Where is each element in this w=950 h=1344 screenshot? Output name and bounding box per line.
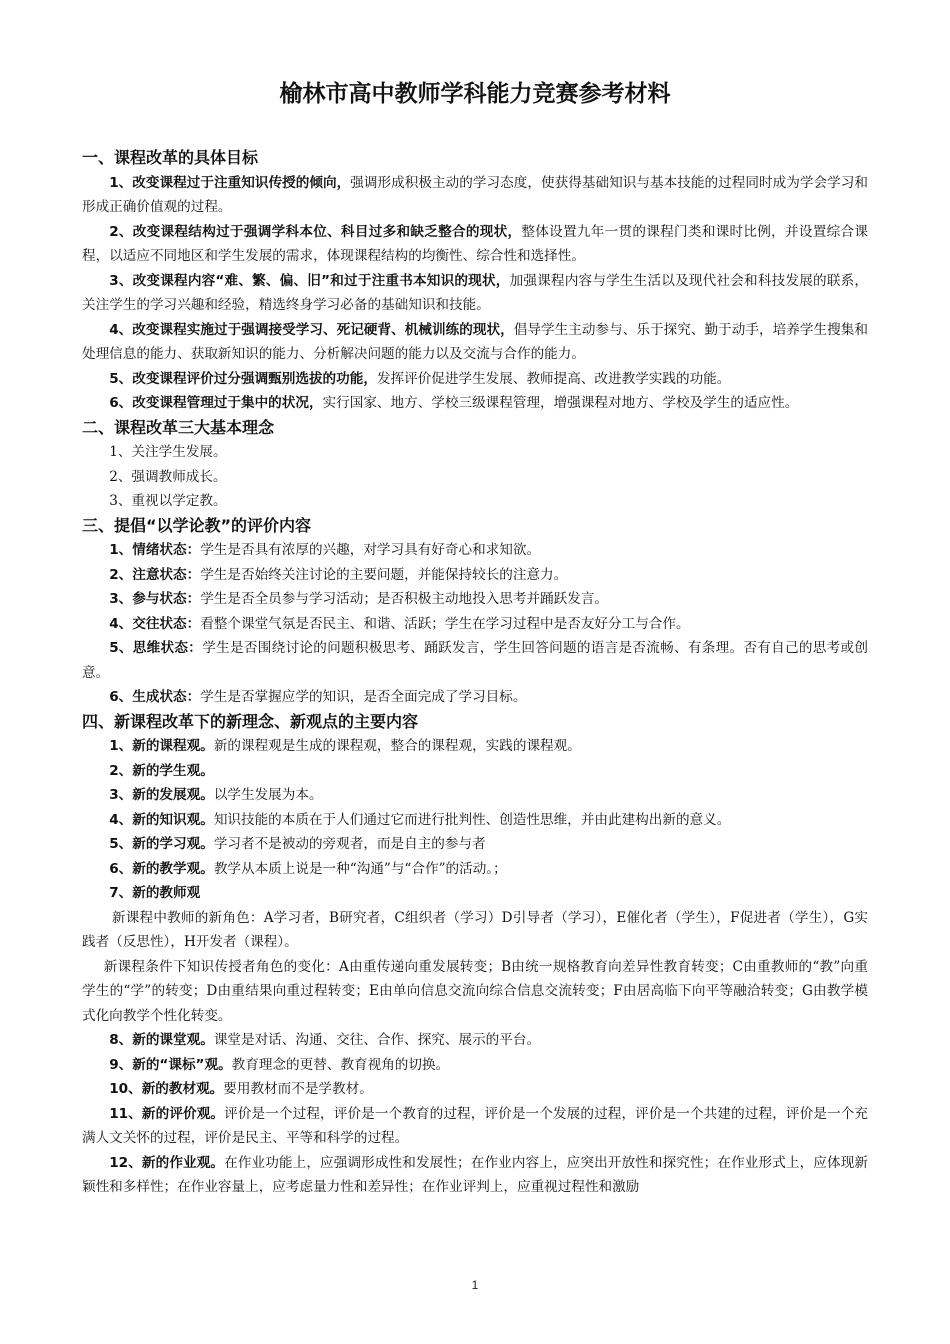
paragraph-lead: 2、改变课程结构过于强调学科本位、科目过多和缺乏整合的现状，: [109, 223, 522, 240]
paragraph: [82, 367, 868, 392]
paragraph-lead: 6、改变课程管理过于集中的状况，: [109, 395, 323, 411]
paragraph-lead: 1、情绪状态：: [109, 542, 201, 558]
paragraph-lead: 5、改变课程评价过分强调甄别选拔的功能，: [109, 370, 377, 387]
paragraph-text: 实行国家、地方、学校三级课程管理，增强课程对地方、学校及学生的适应性。: [322, 395, 799, 411]
paragraph-text: 发挥评价促进学生发展、教师提高、改进教学实践的功能。: [376, 370, 731, 387]
paragraph-text: 新课程中教师的新角色：A学习者，B研究者，C组织者（学习）D引导者（学习），E催化者（学生），F促进者（学生），G实践者（反思性），H开发者（课程）。: [82, 909, 868, 950]
paragraph-lead: 8、新的课堂观。: [109, 1032, 214, 1048]
paragraph: [82, 783, 868, 808]
paragraph-lead: 4、交往状态：: [109, 615, 201, 632]
paragraph: [82, 538, 868, 563]
page-number: 1: [471, 1278, 479, 1292]
paragraph: [82, 1053, 868, 1078]
paragraph: [82, 612, 868, 637]
paragraph: [82, 636, 868, 685]
paragraph-text: 教育理念的更替、教育视角的切换。: [231, 1056, 450, 1073]
paragraph-lead: 4、新的知识观。: [109, 811, 214, 828]
document-body: [82, 146, 868, 1200]
paragraph: [82, 587, 868, 612]
section-heading: 三、提倡“以学论教”的评价内容: [82, 515, 312, 535]
section-heading: 二、课程改革三大基本理念: [82, 417, 275, 437]
document-title: 榆林市高中教师学科能力竞赛参考材料: [279, 81, 671, 107]
paragraph-text: 1、关注学生发展。: [109, 444, 227, 460]
paragraph-text: 看整个课堂气氛是否民主、和谐、活跃；学生在学习过程中是否友好分工与合作。: [200, 615, 690, 632]
paragraph: [82, 1151, 868, 1200]
paragraph: [82, 220, 868, 269]
paragraph-text: 评价是一个过程，评价是一个教育的过程，评价是一个发展的过程，评价是一个共建的过程，评价是一个充满人文关怀的过程，评价是民主、平等和科学的过程。: [82, 1105, 868, 1146]
paragraph-text: 强调形成积极主动的学习态度，使获得基础知识与基本技能的过程同时成为学会学习和形成正确价值观的过程。: [82, 174, 868, 215]
paragraph-text: 学生是否掌握应学的知识，是否全面完成了学习目标。: [200, 689, 527, 705]
paragraph-text: 课堂是对话、沟通、交往、合作、探究、展示的平台。: [213, 1032, 541, 1048]
paragraph-lead: 6、新的教学观。: [109, 860, 214, 877]
paragraph: [82, 734, 868, 759]
paragraph-lead: 12、新的作业观。: [109, 1154, 225, 1171]
paragraph-text: 要用教材而不是学教材。: [223, 1081, 373, 1097]
section-heading: 四、新课程改革下的新理念、新观点的主要内容: [82, 711, 419, 731]
paragraph-lead: 5、思维状态：: [109, 640, 203, 656]
paragraph: [82, 269, 868, 318]
paragraph: [82, 440, 868, 465]
paragraph: [82, 391, 868, 416]
paragraph: [82, 465, 868, 490]
paragraph-lead: 11、新的评价观。: [109, 1105, 225, 1122]
paragraph: [82, 1102, 868, 1151]
paragraph-lead: 1、新的课程观。: [109, 738, 214, 754]
paragraph-text: 新的课程观是生成的课程观，整合的课程观，实践的课程观。: [213, 738, 581, 754]
paragraph-text: 整体设置九年一贯的课程门类和课时比例，并设置综合课程，以适应不同地区和学生发展的需求，体现课程结构的均衡性、综合性和选择性。: [82, 223, 868, 264]
paragraph-lead: 1、改变课程过于注重知识传授的倾向，: [109, 174, 351, 191]
paragraph: [82, 563, 868, 588]
paragraph-text: 学生是否始终关注讨论的主要问题，并能保持较长的注意力。: [200, 566, 568, 583]
paragraph-text: 学生是否围绕讨论的问题积极思考、踊跃发言，学生回答问题的语言是否流畅、有条理。否有自己的思考或创意。: [82, 640, 868, 681]
paragraph: [82, 955, 868, 1029]
paragraph-lead: 2、注意状态：: [109, 566, 201, 583]
paragraph: [82, 881, 868, 906]
paragraph: [82, 906, 868, 955]
paragraph: [82, 1077, 868, 1102]
paragraph: [82, 832, 868, 857]
paragraph-text: 倡导学生主动参与、乐于探究、勤于动手，培养学生搜集和处理信息的能力、获取新知识的能力、分析解决问题的能力以及交流与合作的能力。: [82, 321, 868, 362]
paragraph: [82, 318, 868, 367]
paragraph-lead: 5、新的学习观。: [109, 836, 214, 852]
paragraph: [82, 808, 868, 833]
paragraph-lead: 2、新的学生观。: [109, 762, 214, 779]
paragraph-text: 知识技能的本质在于人们通过它而进行批判性、创造性思维，并由此建构出新的意义。: [213, 811, 731, 828]
paragraph-lead: 7、新的教师观: [109, 885, 201, 901]
paragraph-text: 加强课程内容与学生生活以及现代社会和科技发展的联系，关注学生的学习兴趣和经验，精选终身学习必备的基础知识和技能。: [82, 272, 869, 313]
paragraph: [82, 857, 868, 882]
paragraph-text: 新课程条件下知识传授者角色的变化：A由重传递向重发展转变；B由统一规格教育向差异性教育转变；C由重教师的“教”向重学生的“学”的转变；D由重结果向重过程转变；E由单向信息交流向综合信息交流转变；F由居高临下向平等融洽转变；G由教学模式化向教学个性化转变。: [82, 958, 868, 1024]
paragraph-lead: 3、参与状态：: [109, 591, 201, 607]
paragraph-lead: 10、新的教材观。: [109, 1081, 224, 1097]
paragraph-text: 3、重视以学定教。: [109, 493, 227, 509]
paragraph: [82, 489, 868, 514]
paragraph: [82, 1028, 868, 1053]
paragraph: [82, 171, 868, 220]
paragraph-text: 教学从本质上说是一种“沟通”与“合作”的活动。；: [213, 860, 507, 877]
paragraph-text: 学生是否全员参与学习活动；是否积极主动地投入思考并踊跃发言。: [200, 591, 609, 607]
paragraph-text: 以学生发展为本。: [213, 787, 323, 803]
paragraph-lead: 3、新的发展观。: [109, 787, 214, 803]
paragraph: [82, 759, 868, 784]
paragraph-lead: 4、改变课程实施过于强调接受学习、死记硬背、机械训练的现状，: [109, 321, 514, 338]
paragraph-lead: 9、新的“课标”观。: [109, 1056, 232, 1073]
section-heading: 一、课程改革的具体目标: [82, 148, 259, 167]
paragraph-text: 学习者不是被动的旁观者，而是自主的参与者: [213, 836, 486, 852]
paragraph-text: 2、强调教师成长。: [109, 468, 227, 485]
paragraph-text: 学生是否具有浓厚的兴趣，对学习具有好奇心和求知欲。: [200, 542, 541, 558]
paragraph-lead: 3、改变课程内容“难、繁、偏、旧”和过于注重书本知识的现状，: [109, 272, 510, 289]
paragraph: [82, 685, 868, 710]
paragraph-lead: 6、生成状态：: [109, 689, 201, 705]
paragraph-text: 在作业功能上，应强调形成性和发展性；在作业内容上，应突出开放性和探究性；在作业形式上，应体现新颖性和多样性；在作业容量上，应考虑量力性和差异性；在作业评判上，应重视过程性和激励: [82, 1154, 868, 1195]
